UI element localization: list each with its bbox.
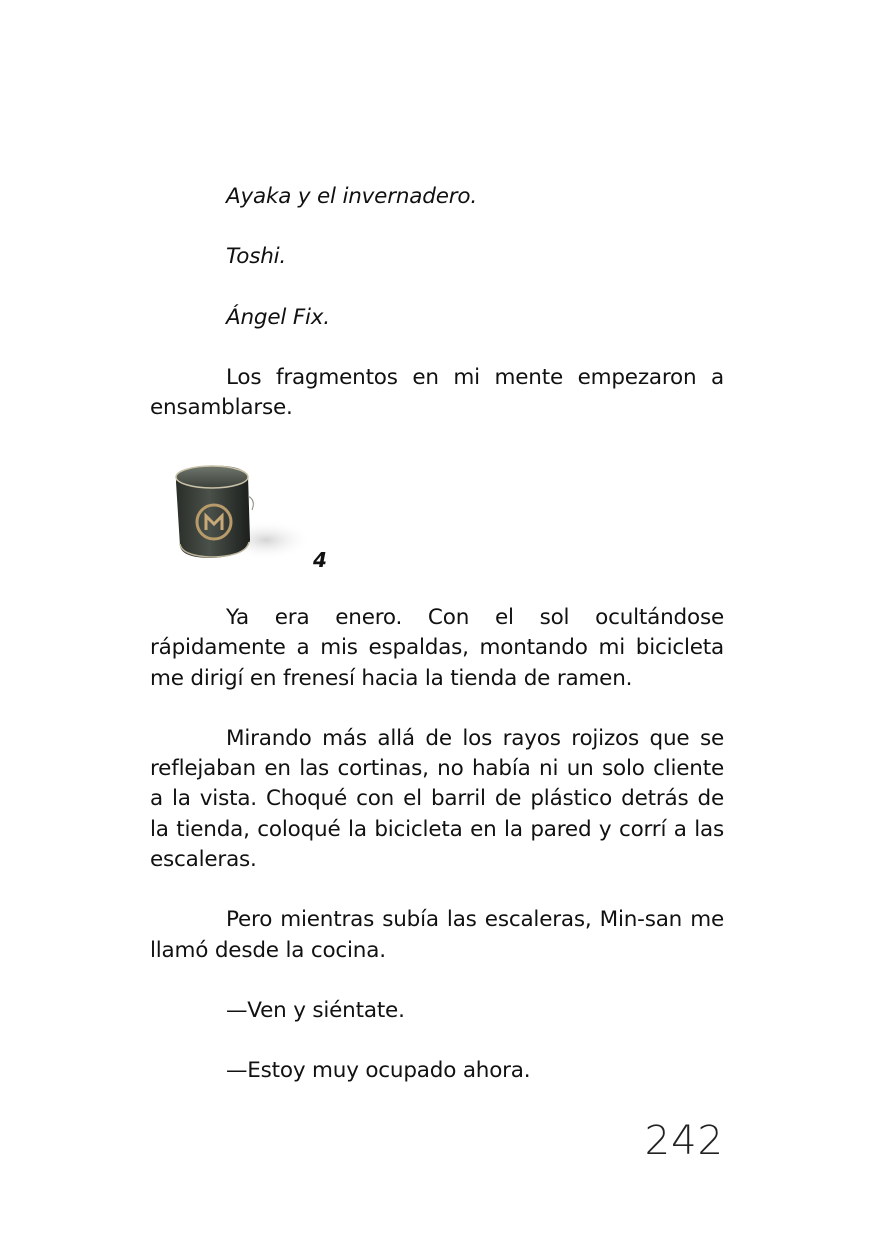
paragraph-fragmentos: Los fragmentos en mi mente empezaron a ensamblarse. [150, 364, 724, 421]
paragraph-min-san: Pero mientras subía las escaleras, Min-san me llamó desde la cocina. [150, 907, 724, 963]
chapter-number: 4 [313, 548, 327, 572]
paragraph-enero: Ya era enero. Con el sol ocultándose rápidamente a mis espaldas, montando mi bicicleta me dirigí en frenesí hacia la tienda de ramen. [150, 605, 724, 691]
dialogue-ocupado: —Estoy muy ocupado ahora. [226, 1058, 531, 1084]
paragraph-ayaka: Ayaka y el invernadero. [226, 184, 477, 209]
body-text-top [150, 182, 724, 423]
paragraph-mirando: Mirando más allá de los rayos rojizos que se reflejaban en las cortinas, no había ni un solo cliente a la vista. Choqué con el barril de plástico detrás de la tienda, coloqué la bicicleta en la pared y corrí a las escaleras. [150, 725, 724, 873]
dialogue-ven: —Ven y siéntate. [226, 997, 405, 1023]
paragraph-angel-fix: Ángel Fix. [226, 304, 330, 330]
page-number: 242 [644, 1118, 724, 1164]
body-text-bottom [150, 603, 724, 1087]
paragraph-toshi: Toshi. [226, 244, 287, 270]
bracelet-ornament-icon [168, 456, 318, 568]
